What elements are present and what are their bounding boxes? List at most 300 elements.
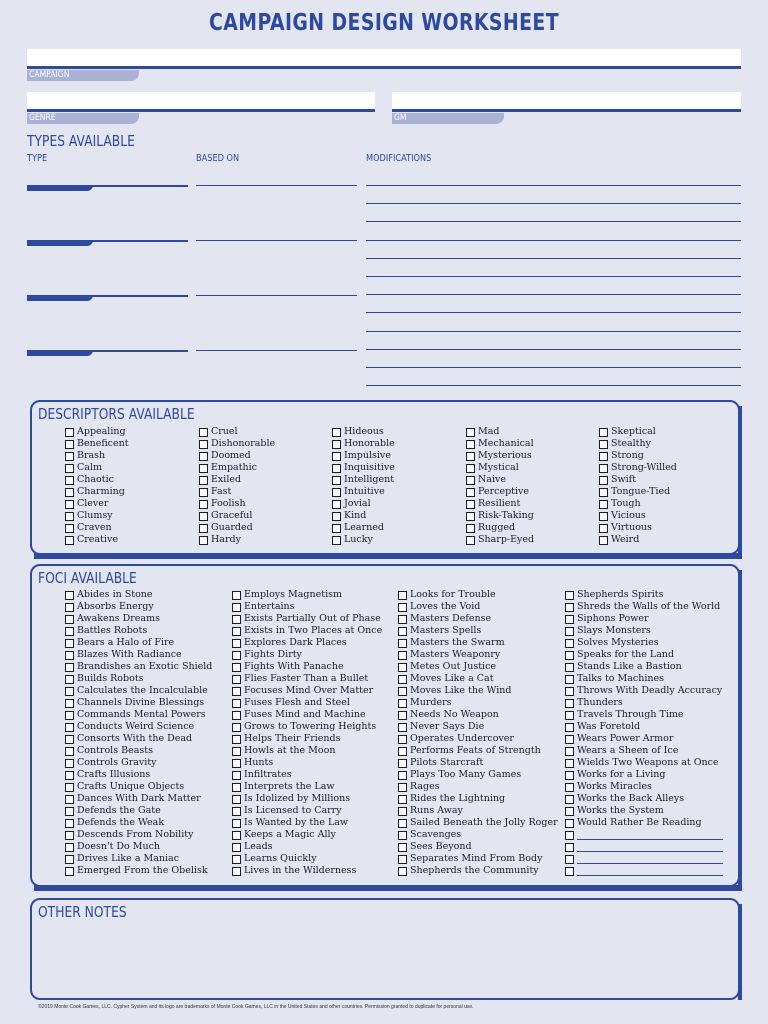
focus-item[interactable]	[398, 793, 558, 805]
focus-item[interactable]	[65, 829, 212, 841]
focus-item[interactable]	[565, 649, 723, 661]
focus-item[interactable]	[398, 685, 558, 697]
focus-checkbox[interactable]	[65, 759, 74, 768]
focus-checkbox[interactable]	[232, 675, 241, 684]
focus-checkbox[interactable]	[65, 687, 74, 696]
based-on-input-line[interactable]	[196, 185, 357, 186]
focus-item[interactable]	[65, 793, 212, 805]
descriptor-checkbox[interactable]	[599, 536, 608, 545]
modification-input-line[interactable]	[366, 294, 741, 295]
descriptor-item[interactable]	[199, 498, 275, 510]
focus-checkbox[interactable]	[65, 591, 74, 600]
focus-checkbox[interactable]	[398, 867, 407, 876]
focus-checkbox[interactable]	[398, 819, 407, 828]
focus-item[interactable]	[398, 757, 558, 769]
focus-item[interactable]	[565, 733, 723, 745]
focus-item[interactable]	[65, 781, 212, 793]
descriptor-checkbox[interactable]	[599, 452, 608, 461]
focus-item[interactable]	[565, 589, 723, 601]
descriptor-checkbox[interactable]	[65, 488, 74, 497]
focus-checkbox[interactable]	[232, 771, 241, 780]
descriptor-item[interactable]	[466, 462, 534, 474]
descriptor-checkbox[interactable]	[65, 500, 74, 509]
focus-item[interactable]	[398, 589, 558, 601]
descriptor-checkbox[interactable]	[332, 512, 341, 521]
focus-checkbox[interactable]	[232, 699, 241, 708]
modification-input-line[interactable]	[366, 385, 741, 386]
modification-input-line[interactable]	[366, 203, 741, 204]
focus-checkbox[interactable]	[398, 591, 407, 600]
focus-checkbox[interactable]	[565, 759, 574, 768]
focus-item[interactable]	[398, 673, 558, 685]
focus-checkbox[interactable]	[232, 819, 241, 828]
focus-item[interactable]	[65, 745, 212, 757]
focus-checkbox[interactable]	[398, 711, 407, 720]
descriptor-item[interactable]	[466, 438, 534, 450]
focus-item[interactable]	[398, 817, 558, 829]
descriptor-item[interactable]	[199, 474, 275, 486]
focus-item[interactable]	[565, 721, 723, 733]
descriptor-item[interactable]	[332, 438, 395, 450]
focus-checkbox[interactable]	[565, 591, 574, 600]
based-on-input-line[interactable]	[196, 350, 357, 351]
focus-checkbox[interactable]	[65, 783, 74, 792]
focus-checkbox[interactable]	[65, 843, 74, 852]
focus-item[interactable]	[65, 721, 212, 733]
modification-input-line[interactable]	[366, 367, 741, 368]
focus-item[interactable]	[398, 769, 558, 781]
focus-item[interactable]	[398, 853, 558, 865]
modification-input-line[interactable]	[366, 221, 741, 222]
focus-checkbox[interactable]	[398, 699, 407, 708]
focus-item[interactable]	[398, 745, 558, 757]
focus-item[interactable]	[232, 733, 382, 745]
focus-item[interactable]	[398, 805, 558, 817]
focus-item[interactable]	[65, 805, 212, 817]
descriptor-checkbox[interactable]	[466, 488, 475, 497]
descriptor-checkbox[interactable]	[599, 440, 608, 449]
focus-checkbox[interactable]	[232, 843, 241, 852]
focus-checkbox[interactable]	[65, 651, 74, 660]
descriptor-checkbox[interactable]	[199, 536, 208, 545]
gm-input[interactable]	[392, 92, 741, 112]
descriptor-item[interactable]	[199, 510, 275, 522]
focus-checkbox[interactable]	[65, 735, 74, 744]
campaign-input[interactable]	[27, 49, 741, 69]
genre-input[interactable]	[27, 92, 375, 112]
descriptor-item[interactable]	[466, 498, 534, 510]
campaign-field[interactable]	[27, 49, 741, 83]
focus-checkbox[interactable]	[65, 795, 74, 804]
descriptor-item[interactable]	[332, 534, 395, 546]
focus-checkbox[interactable]	[565, 843, 574, 852]
focus-checkbox[interactable]	[565, 651, 574, 660]
focus-blank-line[interactable]	[577, 851, 723, 852]
descriptor-checkbox[interactable]	[466, 536, 475, 545]
descriptor-checkbox[interactable]	[466, 440, 475, 449]
focus-checkbox[interactable]	[65, 819, 74, 828]
focus-checkbox[interactable]	[565, 747, 574, 756]
focus-item[interactable]	[232, 817, 382, 829]
focus-item[interactable]	[565, 697, 723, 709]
descriptor-item[interactable]	[65, 522, 129, 534]
descriptor-item[interactable]	[599, 474, 677, 486]
descriptor-checkbox[interactable]	[199, 512, 208, 521]
descriptor-checkbox[interactable]	[65, 440, 74, 449]
focus-checkbox[interactable]	[65, 807, 74, 816]
focus-checkbox[interactable]	[232, 807, 241, 816]
focus-checkbox[interactable]	[65, 627, 74, 636]
focus-checkbox[interactable]	[565, 615, 574, 624]
focus-item[interactable]	[232, 613, 382, 625]
focus-blank-line[interactable]	[577, 839, 723, 840]
focus-item[interactable]	[65, 757, 212, 769]
focus-blank-line[interactable]	[577, 875, 723, 876]
focus-item[interactable]	[65, 733, 212, 745]
focus-item[interactable]	[565, 757, 723, 769]
focus-item[interactable]	[65, 649, 212, 661]
descriptor-item[interactable]	[65, 474, 129, 486]
descriptor-item[interactable]	[199, 522, 275, 534]
focus-item[interactable]	[65, 697, 212, 709]
focus-checkbox[interactable]	[398, 603, 407, 612]
descriptor-item[interactable]	[199, 450, 275, 462]
focus-checkbox[interactable]	[232, 651, 241, 660]
descriptor-item[interactable]	[65, 438, 129, 450]
descriptor-item[interactable]	[199, 486, 275, 498]
focus-checkbox[interactable]	[398, 771, 407, 780]
focus-checkbox[interactable]	[398, 795, 407, 804]
focus-item[interactable]	[232, 601, 382, 613]
focus-item[interactable]	[565, 625, 723, 637]
descriptor-checkbox[interactable]	[65, 512, 74, 521]
focus-item[interactable]	[65, 853, 212, 865]
focus-item[interactable]	[398, 697, 558, 709]
descriptor-checkbox[interactable]	[199, 476, 208, 485]
focus-item[interactable]	[232, 661, 382, 673]
descriptor-checkbox[interactable]	[466, 512, 475, 521]
focus-item[interactable]	[65, 625, 212, 637]
descriptor-checkbox[interactable]	[466, 500, 475, 509]
based-on-input-line[interactable]	[196, 240, 357, 241]
descriptor-item[interactable]	[599, 534, 677, 546]
descriptor-item[interactable]	[332, 486, 395, 498]
focus-checkbox[interactable]	[565, 639, 574, 648]
focus-checkbox[interactable]	[565, 687, 574, 696]
focus-checkbox[interactable]	[65, 723, 74, 732]
focus-item[interactable]	[398, 637, 558, 649]
focus-checkbox[interactable]	[398, 615, 407, 624]
descriptor-checkbox[interactable]	[466, 524, 475, 533]
descriptor-checkbox[interactable]	[332, 524, 341, 533]
focus-item[interactable]	[232, 841, 382, 853]
focus-checkbox[interactable]	[398, 807, 407, 816]
modification-input-line[interactable]	[366, 312, 741, 313]
focus-item[interactable]	[398, 829, 558, 841]
descriptor-item[interactable]	[65, 534, 129, 546]
focus-item[interactable]	[565, 805, 723, 817]
focus-item[interactable]	[65, 709, 212, 721]
focus-item[interactable]	[232, 721, 382, 733]
descriptor-checkbox[interactable]	[65, 476, 74, 485]
focus-checkbox[interactable]	[232, 867, 241, 876]
descriptor-item[interactable]	[466, 474, 534, 486]
focus-item[interactable]	[232, 829, 382, 841]
focus-item[interactable]	[565, 685, 723, 697]
focus-item[interactable]	[65, 637, 212, 649]
focus-checkbox[interactable]	[65, 771, 74, 780]
focus-checkbox[interactable]	[232, 627, 241, 636]
focus-checkbox[interactable]	[232, 831, 241, 840]
descriptor-item[interactable]	[199, 534, 275, 546]
modification-input-line[interactable]	[366, 258, 741, 259]
focus-checkbox[interactable]	[398, 843, 407, 852]
descriptor-checkbox[interactable]	[466, 476, 475, 485]
focus-checkbox[interactable]	[232, 735, 241, 744]
focus-item[interactable]	[232, 649, 382, 661]
focus-checkbox[interactable]	[565, 627, 574, 636]
modification-input-line[interactable]	[366, 331, 741, 332]
descriptor-checkbox[interactable]	[466, 464, 475, 473]
focus-checkbox[interactable]	[565, 711, 574, 720]
descriptor-checkbox[interactable]	[65, 524, 74, 533]
focus-checkbox[interactable]	[232, 687, 241, 696]
focus-checkbox[interactable]	[565, 771, 574, 780]
focus-item[interactable]	[565, 781, 723, 793]
focus-item[interactable]	[232, 757, 382, 769]
focus-checkbox[interactable]	[65, 867, 74, 876]
descriptor-checkbox[interactable]	[199, 500, 208, 509]
focus-checkbox[interactable]	[565, 699, 574, 708]
descriptor-item[interactable]	[599, 498, 677, 510]
focus-checkbox[interactable]	[565, 795, 574, 804]
descriptor-item[interactable]	[599, 462, 677, 474]
focus-checkbox[interactable]	[232, 783, 241, 792]
descriptor-checkbox[interactable]	[599, 512, 608, 521]
descriptor-item[interactable]	[65, 498, 129, 510]
focus-checkbox[interactable]	[232, 723, 241, 732]
focus-checkbox[interactable]	[232, 639, 241, 648]
focus-checkbox[interactable]	[232, 603, 241, 612]
descriptor-item[interactable]	[466, 426, 534, 438]
focus-item[interactable]	[398, 601, 558, 613]
descriptor-checkbox[interactable]	[332, 428, 341, 437]
focus-item[interactable]	[398, 841, 558, 853]
focus-blank-line[interactable]	[577, 863, 723, 864]
focus-checkbox[interactable]	[65, 603, 74, 612]
focus-checkbox[interactable]	[65, 675, 74, 684]
focus-item[interactable]	[65, 673, 212, 685]
focus-checkbox[interactable]	[232, 615, 241, 624]
focus-checkbox[interactable]	[232, 711, 241, 720]
descriptor-item[interactable]	[466, 534, 534, 546]
focus-checkbox[interactable]	[398, 687, 407, 696]
focus-item[interactable]	[65, 601, 212, 613]
focus-item[interactable]	[398, 721, 558, 733]
descriptor-item[interactable]	[332, 426, 395, 438]
descriptor-item[interactable]	[65, 510, 129, 522]
descriptor-item[interactable]	[466, 486, 534, 498]
focus-item[interactable]	[232, 625, 382, 637]
focus-item[interactable]	[232, 793, 382, 805]
descriptor-checkbox[interactable]	[332, 476, 341, 485]
descriptor-checkbox[interactable]	[599, 524, 608, 533]
focus-checkbox[interactable]	[65, 711, 74, 720]
focus-item[interactable]	[565, 673, 723, 685]
descriptor-item[interactable]	[65, 450, 129, 462]
descriptor-checkbox[interactable]	[599, 488, 608, 497]
focus-item[interactable]	[232, 853, 382, 865]
focus-checkbox[interactable]	[232, 747, 241, 756]
descriptor-checkbox[interactable]	[332, 500, 341, 509]
focus-checkbox[interactable]	[232, 795, 241, 804]
focus-checkbox[interactable]	[398, 663, 407, 672]
descriptor-item[interactable]	[599, 486, 677, 498]
focus-item[interactable]	[565, 661, 723, 673]
focus-checkbox[interactable]	[232, 759, 241, 768]
focus-checkbox[interactable]	[565, 831, 574, 840]
descriptor-checkbox[interactable]	[466, 452, 475, 461]
focus-item[interactable]	[65, 865, 212, 877]
focus-item[interactable]	[398, 661, 558, 673]
focus-checkbox[interactable]	[398, 639, 407, 648]
descriptor-item[interactable]	[599, 438, 677, 450]
focus-checkbox[interactable]	[565, 675, 574, 684]
focus-checkbox[interactable]	[65, 831, 74, 840]
descriptor-item[interactable]	[599, 510, 677, 522]
focus-item[interactable]	[232, 637, 382, 649]
descriptor-checkbox[interactable]	[332, 452, 341, 461]
descriptor-checkbox[interactable]	[199, 488, 208, 497]
descriptor-item[interactable]	[65, 426, 129, 438]
focus-checkbox[interactable]	[398, 759, 407, 768]
descriptor-checkbox[interactable]	[599, 464, 608, 473]
focus-checkbox[interactable]	[565, 855, 574, 864]
focus-item[interactable]	[232, 685, 382, 697]
focus-checkbox[interactable]	[65, 639, 74, 648]
descriptor-item[interactable]	[466, 450, 534, 462]
modification-input-line[interactable]	[366, 276, 741, 277]
focus-item[interactable]	[65, 589, 212, 601]
focus-item[interactable]	[398, 625, 558, 637]
focus-item[interactable]	[565, 601, 723, 613]
focus-item[interactable]	[565, 709, 723, 721]
focus-checkbox[interactable]	[398, 747, 407, 756]
focus-item[interactable]	[565, 637, 723, 649]
descriptor-checkbox[interactable]	[332, 464, 341, 473]
descriptor-item[interactable]	[599, 426, 677, 438]
focus-item[interactable]	[232, 589, 382, 601]
focus-checkbox[interactable]	[565, 867, 574, 876]
descriptor-item[interactable]	[466, 510, 534, 522]
descriptor-item[interactable]	[332, 474, 395, 486]
focus-item[interactable]	[565, 745, 723, 757]
focus-item[interactable]	[565, 853, 723, 865]
focus-checkbox[interactable]	[565, 735, 574, 744]
descriptor-checkbox[interactable]	[199, 464, 208, 473]
modification-input-line[interactable]	[366, 349, 741, 350]
descriptor-item[interactable]	[599, 522, 677, 534]
focus-checkbox[interactable]	[398, 651, 407, 660]
focus-checkbox[interactable]	[398, 855, 407, 864]
focus-item[interactable]	[565, 793, 723, 805]
focus-item[interactable]	[65, 661, 212, 673]
based-on-input-line[interactable]	[196, 295, 357, 296]
focus-item[interactable]	[232, 781, 382, 793]
focus-checkbox[interactable]	[565, 663, 574, 672]
focus-item[interactable]	[565, 817, 723, 829]
focus-item[interactable]	[565, 841, 723, 853]
modification-input-line[interactable]	[366, 185, 741, 186]
descriptor-checkbox[interactable]	[199, 428, 208, 437]
descriptor-item[interactable]	[199, 426, 275, 438]
descriptor-item[interactable]	[466, 522, 534, 534]
focus-item[interactable]	[565, 613, 723, 625]
focus-checkbox[interactable]	[565, 603, 574, 612]
focus-item[interactable]	[65, 685, 212, 697]
focus-checkbox[interactable]	[398, 723, 407, 732]
descriptor-checkbox[interactable]	[332, 536, 341, 545]
focus-checkbox[interactable]	[398, 675, 407, 684]
descriptor-item[interactable]	[65, 462, 129, 474]
focus-checkbox[interactable]	[232, 591, 241, 600]
gm-field[interactable]	[392, 92, 741, 126]
other-notes-panel[interactable]	[30, 898, 740, 1000]
descriptor-checkbox[interactable]	[199, 452, 208, 461]
focus-item[interactable]	[398, 733, 558, 745]
modification-input-line[interactable]	[366, 240, 741, 241]
descriptor-item[interactable]	[332, 522, 395, 534]
focus-checkbox[interactable]	[232, 663, 241, 672]
focus-checkbox[interactable]	[65, 747, 74, 756]
focus-checkbox[interactable]	[65, 615, 74, 624]
focus-item[interactable]	[232, 745, 382, 757]
focus-item[interactable]	[65, 613, 212, 625]
focus-item[interactable]	[398, 649, 558, 661]
descriptor-item[interactable]	[332, 462, 395, 474]
focus-checkbox[interactable]	[565, 807, 574, 816]
focus-checkbox[interactable]	[65, 699, 74, 708]
focus-checkbox[interactable]	[398, 783, 407, 792]
genre-field[interactable]	[27, 92, 375, 126]
focus-checkbox[interactable]	[232, 855, 241, 864]
descriptor-checkbox[interactable]	[65, 536, 74, 545]
descriptor-checkbox[interactable]	[332, 488, 341, 497]
descriptor-checkbox[interactable]	[65, 464, 74, 473]
focus-checkbox[interactable]	[65, 855, 74, 864]
descriptor-checkbox[interactable]	[599, 428, 608, 437]
descriptor-checkbox[interactable]	[599, 500, 608, 509]
descriptor-checkbox[interactable]	[466, 428, 475, 437]
focus-checkbox[interactable]	[65, 663, 74, 672]
descriptor-item[interactable]	[65, 486, 129, 498]
descriptor-checkbox[interactable]	[199, 524, 208, 533]
focus-item[interactable]	[232, 805, 382, 817]
descriptor-item[interactable]	[332, 498, 395, 510]
focus-item[interactable]	[398, 865, 558, 877]
focus-item[interactable]	[65, 817, 212, 829]
focus-item[interactable]	[65, 841, 212, 853]
descriptor-item[interactable]	[599, 450, 677, 462]
focus-checkbox[interactable]	[398, 735, 407, 744]
focus-item[interactable]	[232, 697, 382, 709]
descriptor-checkbox[interactable]	[332, 440, 341, 449]
focus-item[interactable]	[65, 769, 212, 781]
focus-checkbox[interactable]	[565, 723, 574, 732]
focus-checkbox[interactable]	[565, 819, 574, 828]
focus-item[interactable]	[398, 709, 558, 721]
focus-checkbox[interactable]	[398, 627, 407, 636]
